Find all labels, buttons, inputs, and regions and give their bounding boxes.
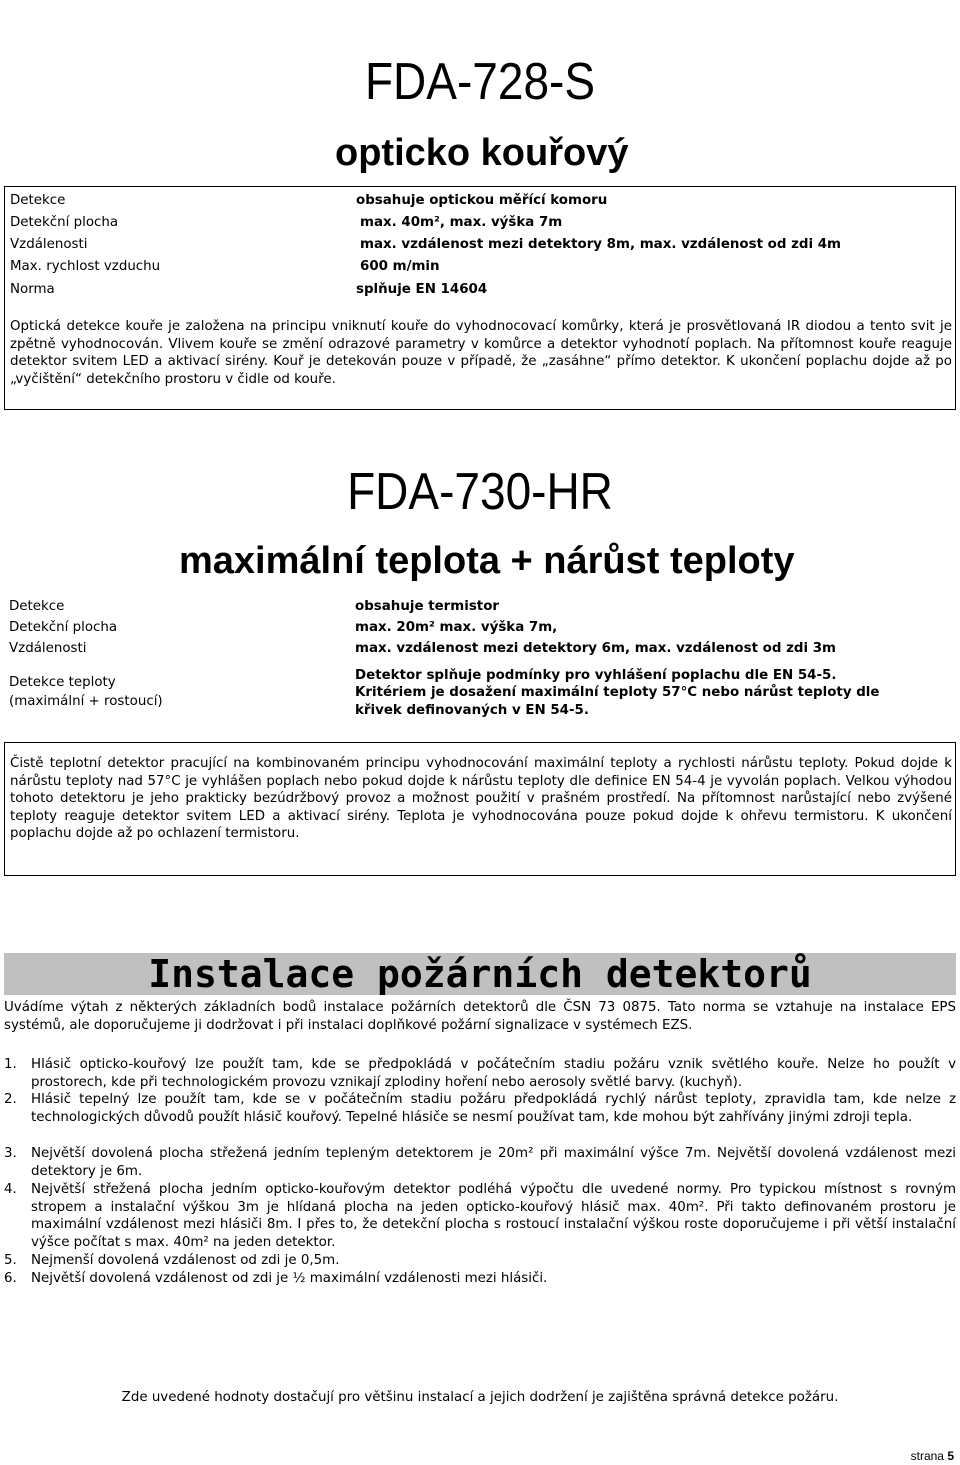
list-item-number: 6. [4, 1271, 17, 1286]
list-item-text: Nejmenší dovolená vzdálenost od zdi je 0,5m. [31, 1253, 340, 1268]
fda730-temp-value: Kritériem je dosažení maximální teploty 57°C nebo nárůst teploty dle [355, 685, 880, 700]
fda730-model-title: FDA-730-HR [347, 461, 613, 521]
fda728-spec-label: Detekční plocha [10, 215, 119, 230]
page-label: strana [910, 1449, 944, 1463]
list-item [4, 1252, 956, 1270]
list-item [4, 1091, 956, 1126]
fda730-subtitle: maximální teplota + nárůst teploty [179, 540, 795, 582]
fda730-temp-label-sub: (maximální + rostoucí) [9, 694, 163, 709]
fda728-spec-value: max. 40m², max. výška 7m [360, 215, 563, 230]
fda728-spec-label: Max. rychlost vzduchu [10, 259, 161, 274]
fda728-spec-label: Vzdálenosti [10, 237, 88, 252]
fda728-spec-value: max. vzdálenost mezi detektory 8m, max. vzdálenost od zdi 4m [360, 237, 842, 252]
list-item-text: Hlásič opticko-kouřový lze použít tam, kde se předpokládá v počátečním stadiu požáru vznik světlého kouře. Nelze ho použít v prostorech, kde při technologickém provozu vznikají zplodiny hoření nebo aerosoly světlé barvy. (kuchyň). [31, 1057, 956, 1090]
fda730-spec-value: max. vzdálenost mezi detektory 6m, max. vzdálenost od zdi 3m [355, 641, 837, 656]
list-item-text: Největší dovolená vzdálenost od zdi je ½ maximální vzdálenosti mezi hlásiči. [31, 1271, 548, 1286]
page-number [911, 1449, 954, 1463]
fda728-spec-value: obsahuje optickou měřící komoru [356, 193, 608, 208]
fda730-temp-value: Detektor splňuje podmínky pro vyhlášení poplachu dle EN 54-5. [355, 668, 837, 683]
footer-note: Zde uvedené hodnoty dostačují pro většinu instalací a jejich dodržení je zajištěna správná detekce požáru. [121, 1390, 839, 1405]
fda728-spec-value: splňuje EN 14604 [356, 282, 488, 297]
list-item-text: Největší střežená plocha jedním opticko-kouřovým detektor podléhá výpočtu dle uvedené normy. Pro typickou místnost s rovným stropem a instalační výškou 3m je hlídaná plocha na jeden opticko-kouřový hlásič max. 40m². Při takto definovaném prostoru je maximální vzdálenost mezi hlásiči 8m. I přes to, že detekční plocha s rostoucí instalační výškou roste doporučujeme i při větší instalační výšce počítat s max. 40m² na jeden detektor. [31, 1182, 956, 1250]
list-item-number: 1. [4, 1057, 17, 1072]
header-manual: manuál [908, 0, 954, 15]
list-item [4, 1270, 956, 1288]
fda728-spec-label: Norma [10, 282, 55, 297]
fda728-description: Optická detekce kouře je založena na principu vniknutí kouře do vyhodnocovací komůrky, která je prosvětlovaná IR diodou a tento svit je zpětně vyhodnocován. Vlivem kouře se změní odrazové parametry v komůrce a detektor vyhodnotí poplach. Na přítomnost kouře reaguje detektor svitem LED a aktivací sirény. Kouř je detekován pouze v případě, že „zasáhne“ přímo detektor. K ukončení poplachu dojde až po „vyčištění“ detekčního prostoru v čidle od kouře. [10, 319, 952, 387]
fda730-spec-value: obsahuje termistor [355, 599, 499, 614]
list-item-text: Největší dovolená plocha střežená jedním tepleným detektorem je 20m² při maximální výšce 7m. Největší dovolená vzdálenost mezi detektory je 6m. [31, 1146, 956, 1179]
fda730-spec-label: Vzdálenosti [9, 641, 87, 656]
installation-intro: Uvádíme výtah z některých základních bodů instalace požárních detektorů dle ČSN 73 0875. Tato norma se vztahuje na instalace EPS systémů, ale doporučujeme ji dodržovat i při instalaci doplňkové požární signalizace v systémech EZS. [4, 1000, 956, 1033]
fda730-spec-value: max. 20m² max. výška 7m, [355, 620, 558, 635]
list-item-number: 4. [4, 1182, 17, 1197]
header-title: Požární detektory VAR-TEC [0, 0, 170, 15]
fda728-spec-label: Detekce [10, 193, 66, 208]
fda730-description: Čistě teplotní detektor pracující na kombinovaném principu vyhodnocování maximální teploty a rychlosti nárůstu teploty. Pokud dojde k nárůstu teploty nad 57°C je vyhlášen poplach nebo pokud dojde k nárůstu teploty dle definice EN 54-4 je vyvolán poplach. Velkou výhodou tohoto detektoru je jeho prakticky bezúdržbový provoz a možnost použití v prašném prostředí. Na přítomnost narůstající nebo zvýšené teploty reaguje detektor svitem LED a aktivací sirény. Teplota je vyhodnocována pouze pokud dojde k ohřevu termistoru. K ukončení poplachu dojde až po ochlazení termistoru. [10, 756, 952, 841]
list-item [4, 1145, 956, 1180]
fda730-temp-label: Detekce teploty [9, 675, 116, 690]
fda730-description-box [4, 742, 956, 876]
fda728-spec-box [4, 186, 956, 410]
fda728-spec-value: 600 m/min [360, 259, 440, 274]
fda728-subtitle: opticko kouřový [335, 132, 629, 174]
list-item-number: 2. [4, 1092, 17, 1107]
list-item-number: 3. [4, 1146, 17, 1161]
installation-title: Instalace požárních detektorů [148, 952, 812, 996]
fda728-model-title: FDA-728-S [364, 51, 596, 111]
list-item-number: 5. [4, 1253, 17, 1268]
fda730-temp-value: křivek definovaných v EN 54-5. [355, 703, 589, 718]
list-item-text: Hlásič tepelný lze použít tam, kde se v počátečním stadiu požáru předpokládá rychlý nárůst teploty, zpravidla tam, kde nelze z technologických důvodů použít hlásič kouřový. Tepelné hlásiče se nesmí používat tam, kde mohou být zahřívány jinými zdroji tepla. [31, 1092, 956, 1125]
page-number-value: 5 [947, 1449, 954, 1463]
fda730-spec-label: Detekce [9, 599, 65, 614]
fda730-spec-label: Detekční plocha [9, 620, 118, 635]
list-item [4, 1056, 956, 1091]
list-item [4, 1181, 956, 1251]
